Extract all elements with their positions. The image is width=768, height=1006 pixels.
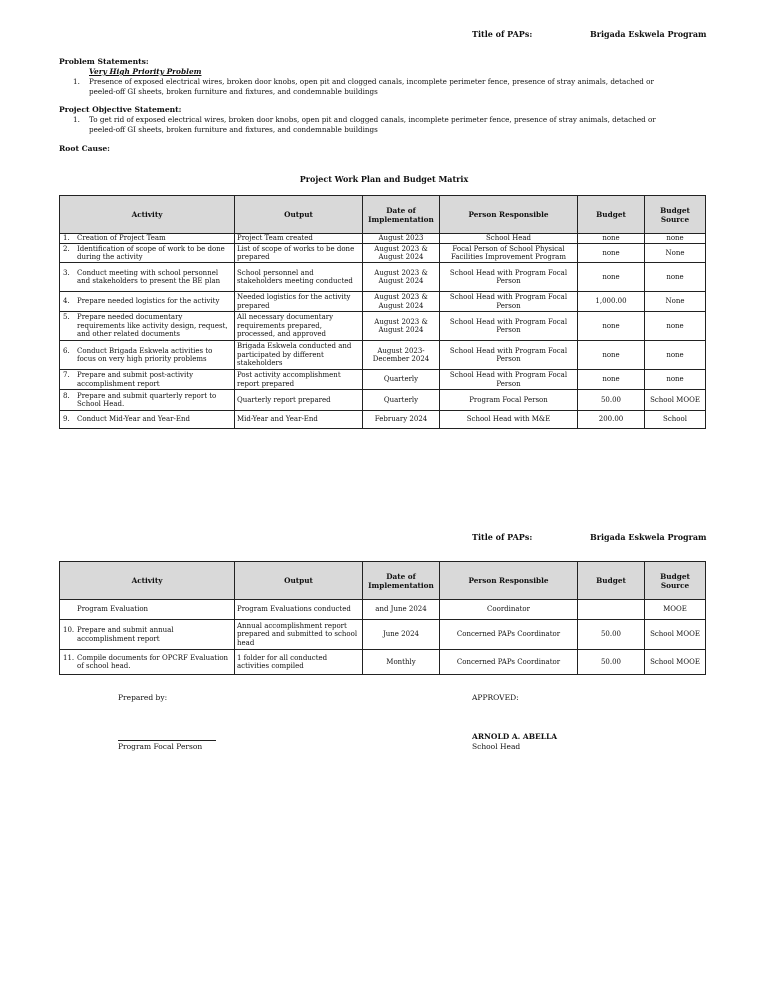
cell-activity — [60, 390, 235, 411]
approved-label: APPROVED: — [472, 693, 519, 702]
cell-output: School personnel and stakeholders meeting conducted — [235, 263, 363, 292]
header-person: Person Responsible — [440, 196, 578, 234]
cell-output: Brigada Eskwela conducted and participated by different stakeholders — [235, 341, 363, 370]
table-row — [60, 341, 706, 370]
cell-date: August 2023 — [363, 234, 440, 244]
matrix-title: Project Work Plan and Budget Matrix — [299, 174, 469, 184]
cell-person: Focal Person of School Physical Facilities Improvement Program — [440, 244, 578, 263]
cell-activity — [60, 312, 235, 341]
activity-text: Prepare and submit annual accomplishment report — [77, 626, 174, 643]
prepared-by-label: Prepared by: — [118, 693, 168, 702]
activity-text: Prepare and submit quarterly report to School Head. — [77, 391, 217, 408]
activity-text: Prepare and submit post-activity accomplishment report — [77, 371, 194, 388]
cell-output: Post activity accomplishment report prepared — [235, 370, 363, 390]
problem-number: 1. — [73, 77, 80, 86]
header-activity: Activity — [60, 196, 235, 234]
objective-line-2: peeled-off GI sheets, broken furniture and fixtures, and condemnable buildings — [89, 124, 378, 134]
cell-budget: none — [578, 312, 645, 341]
activity-number: 10. — [63, 626, 75, 635]
cell-activity — [60, 234, 235, 244]
cell-person: School Head with Program Focal Person — [440, 292, 578, 312]
objective-statement — [73, 115, 709, 134]
cell-person: School Head with Program Focal Person — [440, 341, 578, 370]
cell-source: none — [645, 370, 706, 390]
work-plan-table-continued — [59, 561, 706, 675]
table-row — [60, 390, 706, 411]
activity-text: Program Evaluation — [77, 605, 149, 614]
cell-date: Quarterly — [363, 390, 440, 411]
activity-number: 1. — [63, 234, 70, 243]
objective-line-1: To get rid of exposed electrical wires, broken door knobs, open pit and clogged canals, incomplete perimeter fence, presence of stray animals, detached or — [89, 115, 656, 124]
header-output: Output — [235, 196, 363, 234]
approver-role: School Head — [472, 742, 521, 751]
cell-person: Program Focal Person — [440, 390, 578, 411]
cell-budget: 1,000.00 — [578, 292, 645, 312]
header-person: Person Responsible — [440, 562, 578, 600]
table-row — [60, 312, 706, 341]
root-cause-label: Root Cause: — [59, 144, 110, 153]
cell-budget: none — [578, 263, 645, 292]
problem-line-2: peeled-off GI sheets, broken furniture and fixtures, and condemnable buildings — [89, 86, 378, 96]
activity-number: 2. — [63, 244, 70, 253]
objective-number: 1. — [73, 115, 80, 124]
cell-source: School — [645, 411, 706, 429]
header-source: Budget Source — [645, 196, 706, 234]
header-date: Date of Implementation — [363, 196, 440, 234]
cell-activity — [60, 244, 235, 263]
cell-budget: none — [578, 244, 645, 263]
cell-date: August 2023 & August 2024 — [363, 292, 440, 312]
activity-text: Identification of scope of work to be done during the activity — [77, 244, 225, 261]
cell-activity — [60, 341, 235, 370]
cell-budget: none — [578, 234, 645, 244]
cell-output: List of scope of works to be done prepared — [235, 244, 363, 263]
activity-number: 5. — [63, 313, 70, 322]
cell-source: none — [645, 263, 706, 292]
cell-budget — [578, 600, 645, 620]
cell-source: none — [645, 234, 706, 244]
activity-text: Compile documents for OPCRF Evaluation of school head. — [77, 653, 229, 670]
activity-text: Conduct Mid-Year and Year-End — [77, 415, 190, 424]
cell-output: Mid-Year and Year-End — [235, 411, 363, 429]
title-label-page2: Title of PAPs: — [472, 532, 533, 542]
cell-person: Concerned PAPs Coordinator — [440, 620, 578, 650]
activity-number: 3. — [63, 268, 70, 277]
table-row — [60, 600, 706, 620]
activity-text: Prepare needed documentary requirements like activity design, request, and other related documents — [77, 313, 228, 339]
work-plan-table — [59, 195, 706, 429]
table-row — [60, 411, 706, 429]
approver-name: ARNOLD A. ABELLA — [472, 732, 558, 741]
cell-budget: 50.00 — [578, 620, 645, 650]
table-row — [60, 292, 706, 312]
cell-output: Quarterly report prepared — [235, 390, 363, 411]
cell-output: Program Evaluations conducted — [235, 600, 363, 620]
problem-statement — [73, 77, 709, 96]
cell-person: School Head with Program Focal Person — [440, 370, 578, 390]
header-output: Output — [235, 562, 363, 600]
title-value: Brigada Eskwela Program — [590, 29, 707, 39]
prepared-role: Program Focal Person — [118, 742, 203, 751]
cell-activity — [60, 292, 235, 312]
cell-source: School MOOE — [645, 620, 706, 650]
cell-person: Coordinator — [440, 600, 578, 620]
activity-number: 7. — [63, 371, 70, 380]
cell-activity — [60, 411, 235, 429]
cell-date: Quarterly — [363, 370, 440, 390]
table-row — [60, 620, 706, 650]
cell-date: February 2024 — [363, 411, 440, 429]
cell-date: June 2024 — [363, 620, 440, 650]
priority-label: Very High Priority Problem — [89, 67, 202, 76]
cell-person: School Head — [440, 234, 578, 244]
cell-source: None — [645, 244, 706, 263]
table-row — [60, 234, 706, 244]
activity-number: 9. — [63, 415, 70, 424]
activity-number: 6. — [63, 346, 70, 355]
cell-activity — [60, 263, 235, 292]
cell-budget: 200.00 — [578, 411, 645, 429]
header-budget: Budget — [578, 562, 645, 600]
cell-person: School Head with M&E — [440, 411, 578, 429]
header-activity: Activity — [60, 562, 235, 600]
cell-budget: none — [578, 341, 645, 370]
cell-date: and June 2024 — [363, 600, 440, 620]
cell-budget: none — [578, 370, 645, 390]
activity-text: Conduct meeting with school personnel and stakeholders to present the BE plan — [77, 268, 221, 285]
header-source: Budget Source — [645, 562, 706, 600]
cell-date: August 2023 & August 2024 — [363, 263, 440, 292]
title-value-page2: Brigada Eskwela Program — [590, 532, 707, 542]
cell-source: School MOOE — [645, 650, 706, 675]
cell-activity — [60, 600, 235, 620]
signature-line — [118, 740, 216, 741]
cell-source: None — [645, 292, 706, 312]
cell-output: Project Team created — [235, 234, 363, 244]
activity-text: Conduct Brigada Eskwela activities to focus on very high priority problems — [77, 346, 213, 363]
table-row — [60, 263, 706, 292]
activity-text: Prepare needed logistics for the activity — [77, 297, 220, 306]
cell-activity — [60, 620, 235, 650]
table-row — [60, 650, 706, 675]
problem-line-1: Presence of exposed electrical wires, broken door knobs, open pit and clogged canals, incomplete perimeter fence, presence of stray animals, detached or — [89, 77, 654, 86]
cell-date: August 2023 & August 2024 — [363, 312, 440, 341]
table-row — [60, 370, 706, 390]
cell-date: Monthly — [363, 650, 440, 675]
cell-source: none — [645, 341, 706, 370]
header-budget: Budget — [578, 196, 645, 234]
cell-person: Concerned PAPs Coordinator — [440, 650, 578, 675]
header-date: Date of Implementation — [363, 562, 440, 600]
cell-output: 1 folder for all conducted activities compiled — [235, 650, 363, 675]
cell-source: none — [645, 312, 706, 341]
cell-source: MOOE — [645, 600, 706, 620]
cell-activity — [60, 370, 235, 390]
problem-statements-label: Problem Statements: — [59, 57, 149, 66]
cell-person: School Head with Program Focal Person — [440, 263, 578, 292]
cell-budget: 50.00 — [578, 390, 645, 411]
cell-budget: 50.00 — [578, 650, 645, 675]
activity-number: 8. — [63, 391, 70, 400]
cell-source: School MOOE — [645, 390, 706, 411]
activity-text: Creation of Project Team — [77, 234, 166, 243]
cell-activity — [60, 650, 235, 675]
cell-output: All necessary documentary requirements prepared, processed, and approved — [235, 312, 363, 341]
table-row — [60, 244, 706, 263]
cell-output: Needed logistics for the activity prepared — [235, 292, 363, 312]
title-label: Title of PAPs: — [472, 29, 533, 39]
cell-date: August 2023- December 2024 — [363, 341, 440, 370]
activity-number: 11. — [63, 653, 75, 662]
objective-label: Project Objective Statement: — [59, 105, 182, 114]
activity-number: 4. — [63, 297, 70, 306]
cell-date: August 2023 & August 2024 — [363, 244, 440, 263]
cell-person: School Head with Program Focal Person — [440, 312, 578, 341]
cell-output: Annual accomplishment report prepared and submitted to school head — [235, 620, 363, 650]
